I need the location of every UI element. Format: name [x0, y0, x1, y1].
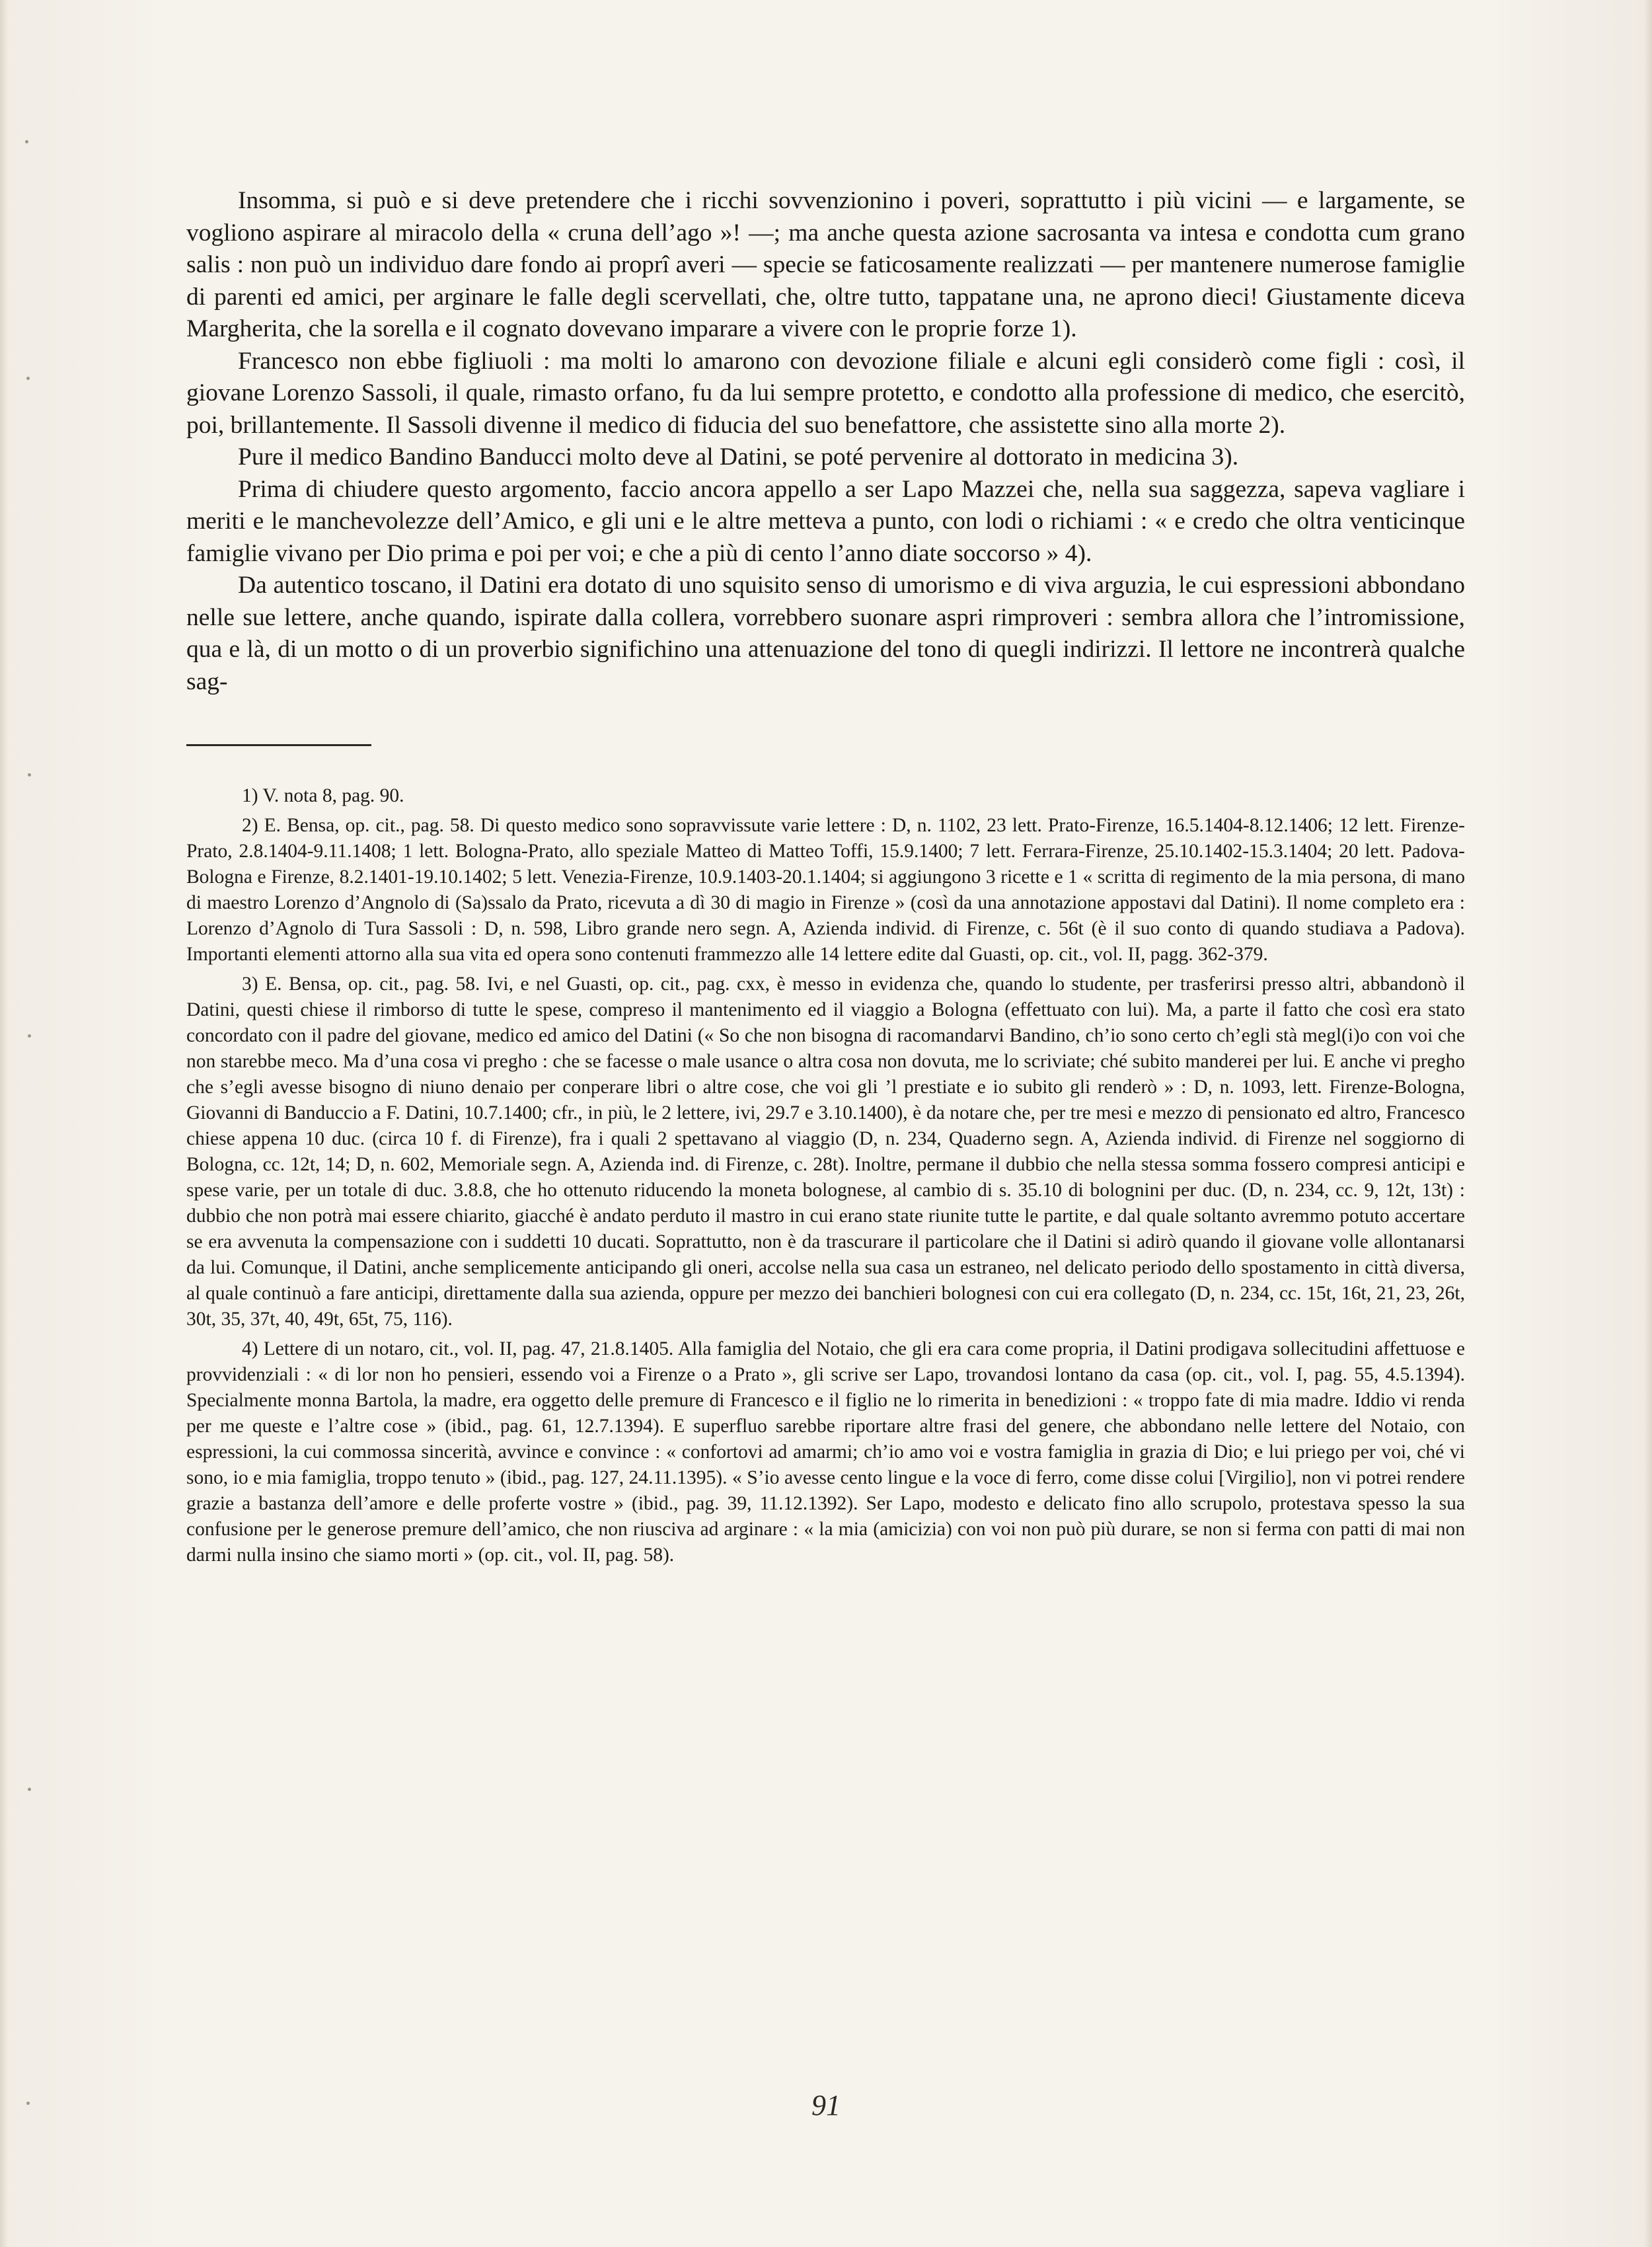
- page-number: 91: [811, 2089, 841, 2121]
- page-edge-shadow: [0, 0, 8, 2247]
- paragraph: Pure il medico Bandino Banducci molto deve al Datini, se poté pervenire al dottorato in medicina 3).: [238, 443, 1239, 471]
- main-text: [186, 185, 1465, 698]
- paragraph: Insomma, si può e si deve pretendere che i ricchi sovvenzionino i poveri, soprattutto i più vicini — e largamente, se vogliono aspirare al miracolo della « cruna dell’ago »! —; ma anche questa azione sacrosanta va intesa e condotta cum grano salis : non può un individuo dare fondo ai proprî averi — specie se faticosamente realizzati — per mantenere numerose famiglie di parenti ed amici, per arginare le falle degli scervellati, che, oltre tutto, tappatane una, ne aprono dieci! Giustamente diceva Margherita, che la sorella e il cognato dovevano imparare a vivere con le proprie forze 1).: [186, 187, 1465, 342]
- paragraph: Da autentico toscano, il Datini era dotato di uno squisito senso di umorismo e di viva arguzia, le cui espressioni abbondano nelle sue lettere, anche quando, ispirate dalla collera, vorrebbero suonare aspri rimproveri : sembra allora che l’intromissione, qua e là, di un motto o di un proverbio significhino una attenuazione del tono di quegli indirizzi. Il lettore ne incontrerà qualche sag-: [186, 572, 1465, 695]
- footnote: 1) V. nota 8, pag. 90.: [242, 785, 404, 806]
- footnote: 3) E. Bensa, op. cit., pag. 58. Ivi, e nel Guasti, op. cit., pag. cxx, è messo in evidenza che, quando lo studente, per trasferirsi presso altri, abbandonò il Datini, questi chiese il rimborso di tutte le spese, compreso il mantenimento ed il viaggio a Bologna (effettuato con lui). Ma, a parte il fatto che così era stato concordato con il padre del giovane, medico ed amico del Datini (« So che non bisogna di racomandarvi Bandino, ch’io sono certo ch’egli stà megl(i)o con voi che non starebbe meco. Ma d’una cosa vi pregho : che se facesse o male usance o altra cosa non dovuta, me lo scriviate; ché subito manderei per lui. E anche vi pregho che s’egli avesse bisogno di niuno denaio per conperare libri o altre cose, che voi gli ’l prestiate e io subito gli renderò » : D, n. 1093, lett. Firenze-Bologna, Giovanni di Banduccio a F. Datini, 10.7.1400; cfr., in più, le 2 lettere, ivi, 29.7 e 3.10.1400), è da notare che, per tre mesi e mezzo di pensionato ed altro, Francesco chiese appena 10 duc. (circa 10 f. di Firenze), fra i quali 2 spettavano al viaggio (D, n. 234, Quaderno segn. A, Azienda individ. di Firenze nel soggiorno di Bologna, cc. 12t, 14; D, n. 602, Memoriale segn. A, Azienda ind. di Firenze, c. 28t). Inoltre, permane il dubbio che nella stessa somma fossero compresi anticipi e spese varie, per un totale di duc. 3.8.8, che ho ottenuto riducendo la moneta bolognese, al cambio di s. 35.10 di bolognini per duc. (D, n. 234, cc. 9, 12t, 13t) : dubbio che non potrà mai essere chiarito, giacché è andato perduto il mastro in cui erano state riunite tutte le partite, e dal quale soltanto avremmo potuto accertare se era avvenuta la compensazione con i suddetti 10 ducati. Soprattutto, non è da trascurare il particolare che il Datini si adirò quando il giovane volle allontanarsi da lui. Comunque, il Datini, anche semplicemente anticipando gli oneri, accolse nella sua casa un estraneo, nel delicato periodo dello spostamento in città diversa, al quale continuò a fare anticipi, direttamente dalla sua azienda, oppure per mezzo dei banchieri bolognesi con cui era collegato (D, n. 234, cc. 15t, 16t, 21, 23, 26t, 30t, 35, 37t, 40, 49t, 65t, 75, 116).: [186, 973, 1465, 1330]
- footnotes: [186, 783, 1465, 1568]
- binding-mark: [28, 773, 31, 777]
- binding-mark: [28, 1034, 31, 1038]
- binding-mark: [25, 140, 28, 143]
- paragraph: Francesco non ebbe figliuoli : ma molti lo amarono con devozione filiale e alcuni egli considerò come figli : così, il giovane Lorenzo Sassoli, il quale, rimasto orfano, fu da lui sempre protetto, e condotto alla professione di medico, che esercitò, poi, brillantemente. Il Sassoli divenne il medico di fiducia del suo benefattore, che assistette sino alla morte 2).: [186, 347, 1465, 439]
- binding-mark: [26, 377, 30, 380]
- binding-mark: [28, 1788, 31, 1791]
- footnote: 4) Lettere di un notaro, cit., vol. II, pag. 47, 21.8.1405. Alla famiglia del Notaio, che gli era cara come propria, il Datini prodigava sollecitudini affettuose e provvidenziali : « di lor non ho pensieri, essendo voi a Firenze o a Prato », gli scrive ser Lapo, trovandosi lontano da casa (op. cit., vol. I, pag. 55, 4.5.1394). Specialmente monna Bartola, la madre, era oggetto delle premure di Francesco e il figlio ne lo rimerita in benedizioni : « troppo fate di mia madre. Iddio vi renda per me queste e l’altre cose » (ibid., pag. 61, 12.7.1394). E superfluo sarebbe riportare altre frasi del genere, che abbondano nelle lettere del Notaio, con espressioni, la cui commossa sincerità, avvince e convince : « confortovi ad amarmi; ch’io amo voi e vostra famiglia in grazia di Dio; e lui priego per voi, ché vi sono, io e mia famiglia, troppo tenuto » (ibid., pag. 127, 24.11.1395). « S’io avesse cento lingue e la voce di ferro, come disse colui [Virgilio], non vi potrei rendere grazie a bastanza dell’amore e delle proferte vostre » (ibid., pag. 39, 11.12.1392). Ser Lapo, modesto e delicato fino allo scrupolo, protestava spesso la sua confusione per le generose premure dell’amico, che non riusciva ad arginare : « la mia (amicizia) con voi non può più durare, se non si ferma con patti di mai non darmi nulla insino che siamo morti » (op. cit., vol. II, pag. 58).: [186, 1338, 1465, 1566]
- footnote: 2) E. Bensa, op. cit., pag. 58. Di questo medico sono sopravvissute varie lettere : D, n. 1102, 23 lett. Prato-Firenze, 16.5.1404-8.12.1406; 12 lett. Firenze-Prato, 2.8.1404-9.11.1408; 1 lett. Bologna-Prato, allo speziale Matteo di Matteo Toffi, 15.9.1400; 7 lett. Ferrara-Firenze, 25.10.1402-15.3.1404; 20 lett. Padova-Bologna e Firenze, 8.2.1401-19.10.1402; 5 lett. Venezia-Firenze, 10.9.1403-20.1.1404; si aggiungono 3 ricette e 1 « scritta di regimento de la mia persona, di mano di maestro Lorenzo d’Angnolo di (Sa)ssalo da Prato, ricevuta a dì 30 di magio in Firenze » (così da una annotazione appostavi dal Datini). Il nome completo era : Lorenzo d’Agnolo di Tura Sassoli : D, n. 598, Libro grande nero segn. A, Azienda individ. di Firenze, c. 56t (è il suo conto di quando studiava a Padova). Importanti elementi attorno alla sua vita ed opera sono contenuti frammezzo alle 14 lettere edite dal Guasti, op. cit., vol. II, pagg. 362-379.: [186, 815, 1465, 965]
- text-column: [186, 185, 1465, 1568]
- footnote-divider: [186, 744, 371, 746]
- paragraph: Prima di chiudere questo argomento, faccio ancora appello a ser Lapo Mazzei che, nella sua saggezza, sapeva vagliare i meriti e le manchevolezze dell’Amico, e gli uni e le altre metteva a punto, con lodi o richiami : « e credo che oltra venticinque famiglie vivano per Dio prima e poi per voi; e che a più di cento l’anno diate soccorso » 4).: [186, 475, 1465, 567]
- page-edge-shadow: [1644, 0, 1652, 2247]
